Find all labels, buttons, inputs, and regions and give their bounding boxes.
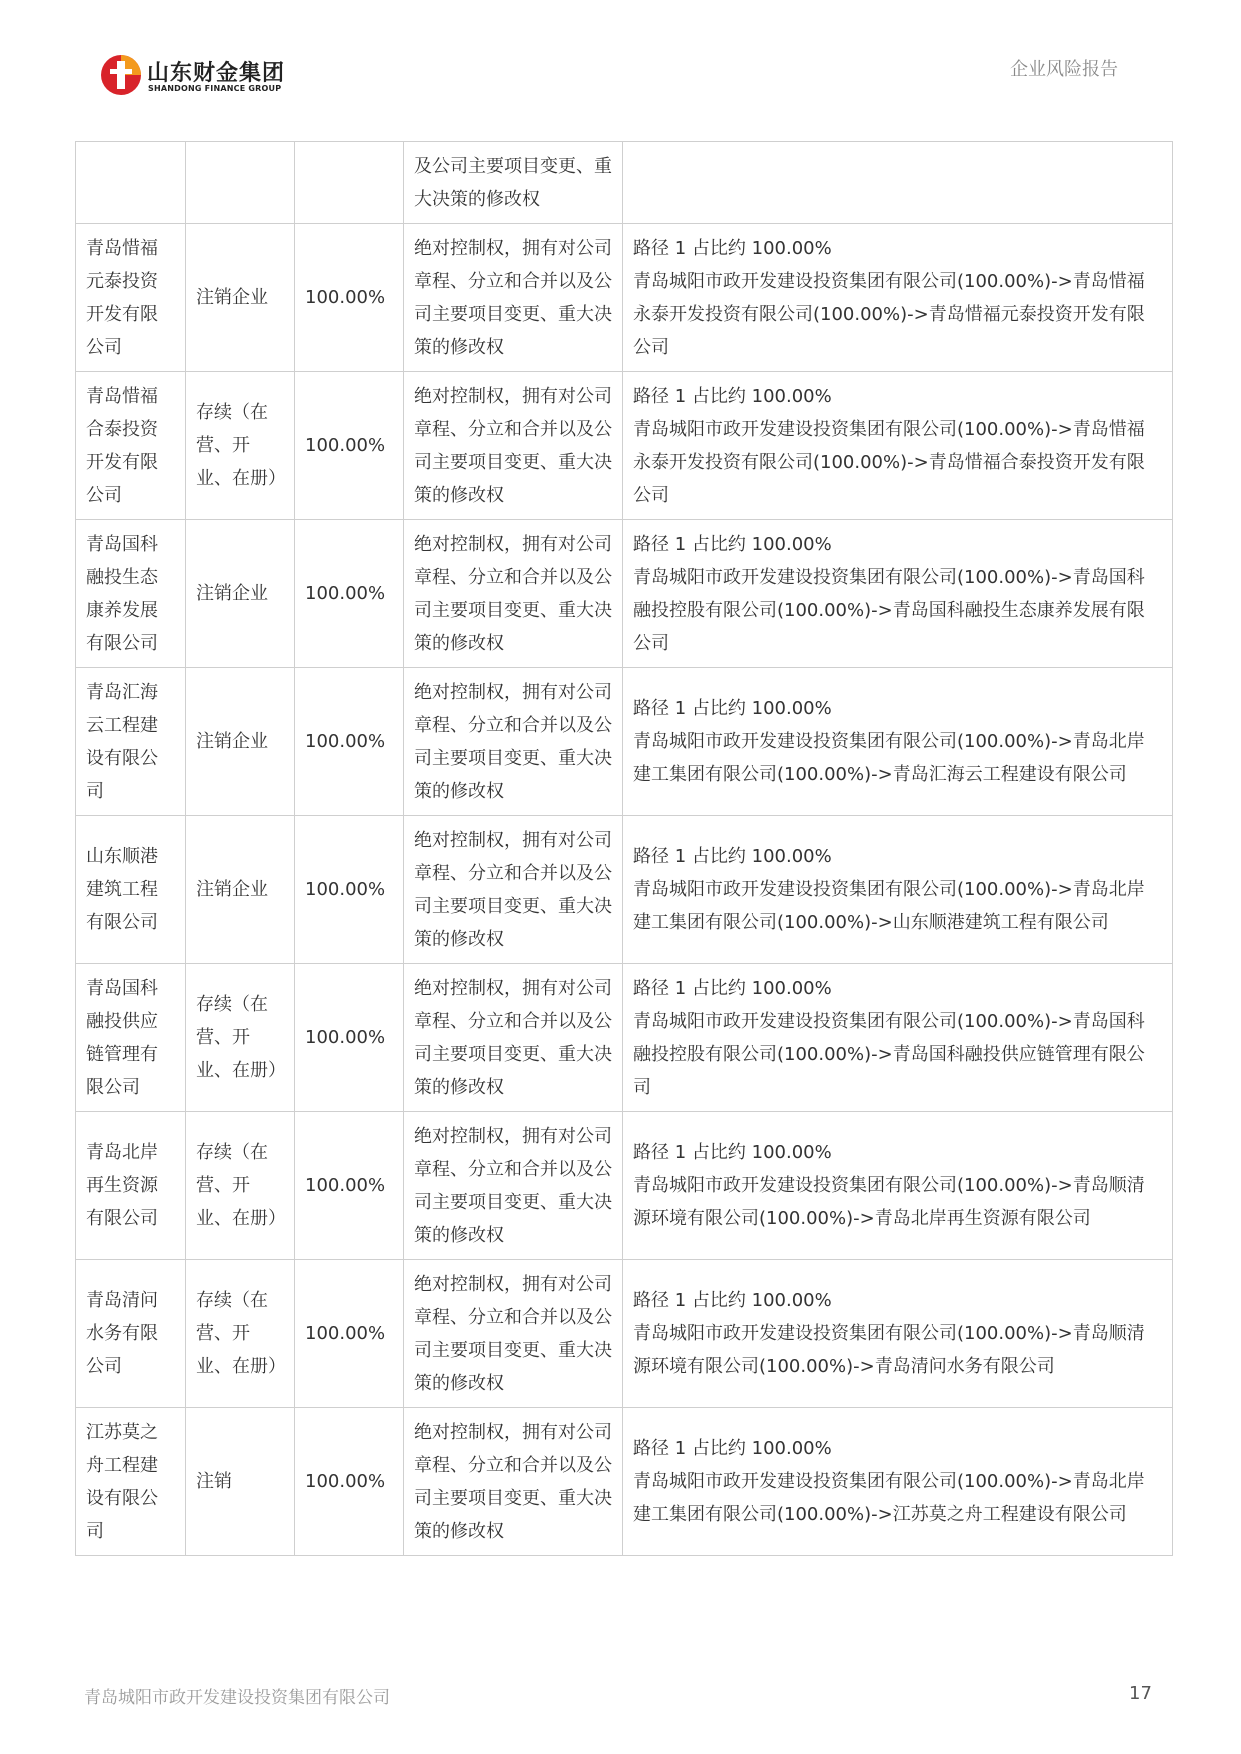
ratio-cell: 100.00%: [295, 1112, 404, 1260]
status-cell: 注销企业: [186, 224, 295, 372]
status-cell: 注销: [186, 1408, 295, 1556]
control-right-cell: 绝对控制权，拥有对公司章程、分立和合并以及公司主要项目变更、重大决策的修改权: [404, 1260, 623, 1408]
path-cell: [623, 520, 1173, 668]
path-cell: [623, 816, 1173, 964]
path-cell: [623, 964, 1173, 1112]
path-text: 青岛城阳市政开发建设投资集团有限公司(100.00%)->青岛北岸建工集团有限公司(100.00%)->青岛汇海云工程建设有限公司: [633, 731, 1145, 785]
path-title: 路径 1 占比约 100.00%: [633, 698, 832, 719]
path-text: 青岛城阳市政开发建设投资集团有限公司(100.00%)->青岛国科融投控股有限公司(100.00%)->青岛国科融投供应链管理有限公司: [633, 1010, 1145, 1098]
company-name-cell: 青岛惜福元泰投资开发有限公司: [76, 224, 186, 372]
report-type-label: 企业风险报告: [1010, 59, 1118, 80]
path-text: 青岛城阳市政开发建设投资集团有限公司(100.00%)->青岛顺清源环境有限公司(100.00%)->青岛北岸再生资源有限公司: [633, 1175, 1145, 1229]
company-name-cell: 江苏莫之舟工程建设有限公司: [76, 1408, 186, 1556]
status-cell: [186, 142, 295, 224]
table-row: [76, 520, 1173, 668]
ratio-cell: 100.00%: [295, 816, 404, 964]
path-cell: [623, 1408, 1173, 1556]
path-text: 青岛城阳市政开发建设投资集团有限公司(100.00%)->青岛顺清源环境有限公司(100.00%)->青岛清问水务有限公司: [633, 1323, 1145, 1377]
control-right-cell: 绝对控制权，拥有对公司章程、分立和合并以及公司主要项目变更、重大决策的修改权: [404, 816, 623, 964]
company-name-cell: 青岛国科融投供应链管理有限公司: [76, 964, 186, 1112]
control-right-cell: 绝对控制权，拥有对公司章程、分立和合并以及公司主要项目变更、重大决策的修改权: [404, 224, 623, 372]
status-cell: 注销企业: [186, 520, 295, 668]
ratio-cell: 100.00%: [295, 668, 404, 816]
path-cell: [623, 1260, 1173, 1408]
table-row: [76, 668, 1173, 816]
status-cell: 注销企业: [186, 668, 295, 816]
logo-mark-icon: [100, 54, 142, 96]
table-row: [76, 372, 1173, 520]
logo-english-text: SHANDONG FINANCE GROUP: [148, 84, 282, 93]
company-name-cell: 青岛汇海云工程建设有限公司: [76, 668, 186, 816]
table-row: [76, 964, 1173, 1112]
company-logo: [100, 50, 290, 96]
ratio-cell: 100.00%: [295, 224, 404, 372]
path-title: 路径 1 占比约 100.00%: [633, 237, 832, 259]
company-name-cell: [76, 142, 186, 224]
ratio-cell: 100.00%: [295, 964, 404, 1112]
control-right-cell: 绝对控制权，拥有对公司章程、分立和合并以及公司主要项目变更、重大决策的修改权: [404, 668, 623, 816]
control-right-cell: 及公司主要项目变更、重大决策的修改权: [404, 142, 623, 224]
table-row: [76, 1112, 1173, 1260]
path-cell: [623, 1112, 1173, 1260]
control-right-cell: 绝对控制权，拥有对公司章程、分立和合并以及公司主要项目变更、重大决策的修改权: [404, 1408, 623, 1556]
path-cell: [623, 142, 1173, 224]
path-text: 青岛城阳市政开发建设投资集团有限公司(100.00%)->青岛北岸建工集团有限公司(100.00%)->江苏莫之舟工程建设有限公司: [633, 1471, 1145, 1525]
table-row: [76, 142, 1173, 224]
subsidiary-table: [75, 141, 1173, 1556]
path-title: 路径 1 占比约 100.00%: [633, 1438, 832, 1459]
status-cell: 存续（在营、开业、在册）: [186, 964, 295, 1112]
company-name-cell: 青岛惜福合泰投资开发有限公司: [76, 372, 186, 520]
control-right-cell: 绝对控制权，拥有对公司章程、分立和合并以及公司主要项目变更、重大决策的修改权: [404, 372, 623, 520]
path-text: 青岛城阳市政开发建设投资集团有限公司(100.00%)->青岛惜福永泰开发投资有限公司(100.00%)->青岛惜福元泰投资开发有限公司: [633, 270, 1145, 358]
status-cell: 注销企业: [186, 816, 295, 964]
page-number: 17: [1129, 1683, 1152, 1704]
ratio-cell: 100.00%: [295, 520, 404, 668]
table-row: [76, 1408, 1173, 1556]
footer-company-name: 青岛城阳市政开发建设投资集团有限公司: [84, 1688, 390, 1708]
ratio-cell: 100.00%: [295, 1408, 404, 1556]
path-text: 青岛城阳市政开发建设投资集团有限公司(100.00%)->青岛北岸建工集团有限公司(100.00%)->山东顺港建筑工程有限公司: [633, 879, 1145, 933]
control-right-cell: 绝对控制权，拥有对公司章程、分立和合并以及公司主要项目变更、重大决策的修改权: [404, 1112, 623, 1260]
control-right-cell: 绝对控制权，拥有对公司章程、分立和合并以及公司主要项目变更、重大决策的修改权: [404, 520, 623, 668]
path-title: 路径 1 占比约 100.00%: [633, 385, 832, 407]
company-name-cell: 山东顺港建筑工程有限公司: [76, 816, 186, 964]
table-row: [76, 1260, 1173, 1408]
table-row: [76, 224, 1173, 372]
control-right-cell: 绝对控制权，拥有对公司章程、分立和合并以及公司主要项目变更、重大决策的修改权: [404, 964, 623, 1112]
status-cell: 存续（在营、开业、在册）: [186, 372, 295, 520]
company-name-cell: 青岛清问水务有限公司: [76, 1260, 186, 1408]
path-cell: [623, 372, 1173, 520]
path-title: 路径 1 占比约 100.00%: [633, 977, 832, 999]
company-name-cell: 青岛北岸再生资源有限公司: [76, 1112, 186, 1260]
path-text: 青岛城阳市政开发建设投资集团有限公司(100.00%)->青岛国科融投控股有限公司(100.00%)->青岛国科融投生态康养发展有限公司: [633, 566, 1145, 654]
path-title: 路径 1 占比约 100.00%: [633, 1290, 832, 1311]
ratio-cell: 100.00%: [295, 1260, 404, 1408]
status-cell: 存续（在营、开业、在册）: [186, 1260, 295, 1408]
logo-chinese-text: 山东财金集团: [147, 61, 286, 86]
ratio-cell: 100.00%: [295, 372, 404, 520]
path-text: 青岛城阳市政开发建设投资集团有限公司(100.00%)->青岛惜福永泰开发投资有限公司(100.00%)->青岛惜福合泰投资开发有限公司: [633, 418, 1145, 506]
company-name-cell: 青岛国科融投生态康养发展有限公司: [76, 520, 186, 668]
status-cell: 存续（在营、开业、在册）: [186, 1112, 295, 1260]
path-cell: [623, 224, 1173, 372]
path-title: 路径 1 占比约 100.00%: [633, 533, 832, 555]
path-title: 路径 1 占比约 100.00%: [633, 1142, 832, 1163]
ratio-cell: [295, 142, 404, 224]
page-header: [0, 0, 1241, 120]
path-cell: [623, 668, 1173, 816]
table-row: [76, 816, 1173, 964]
path-title: 路径 1 占比约 100.00%: [633, 846, 832, 867]
